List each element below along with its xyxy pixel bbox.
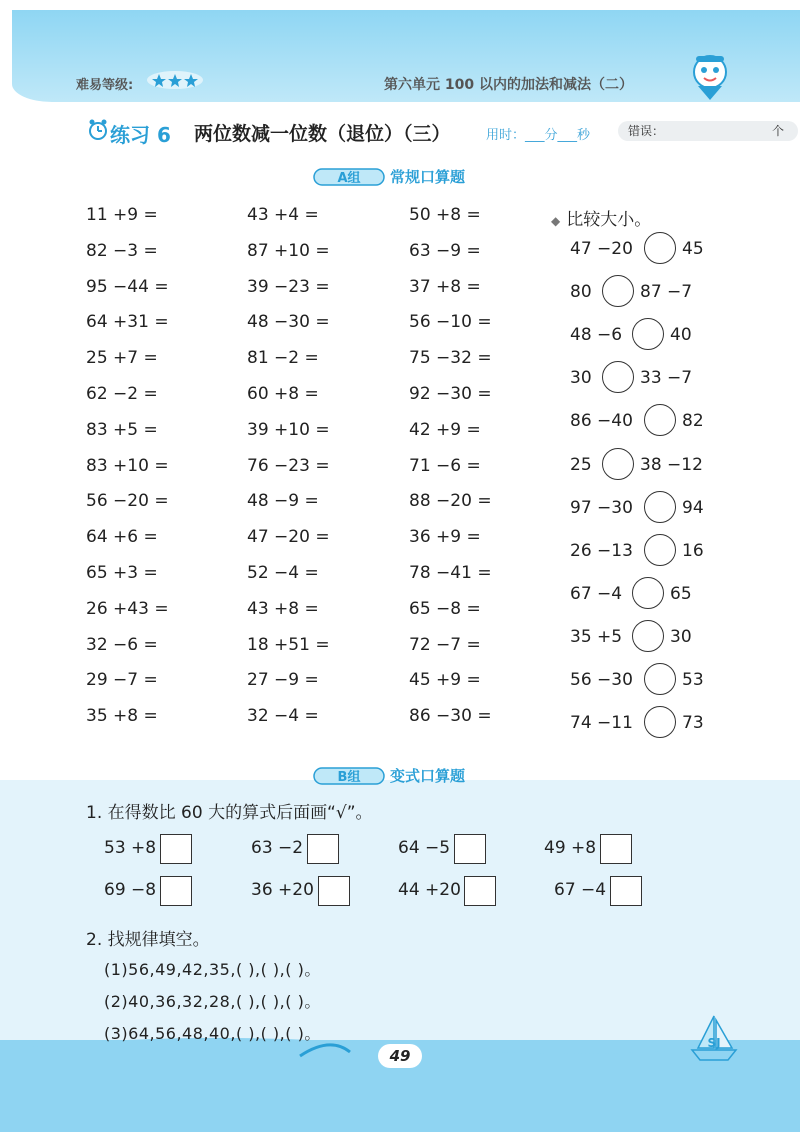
arithmetic-problem: 75 −32 = xyxy=(409,348,492,368)
compare-answer-circle[interactable] xyxy=(632,318,664,350)
group-a-badge-icon xyxy=(312,166,386,188)
question-1-title: 1. 在得数比 60 大的算式后面画“√”。 xyxy=(86,803,373,823)
compare-right-value: 33 −7 xyxy=(640,368,693,388)
compare-row xyxy=(570,275,740,311)
compare-title: ◆ 比较大小。 xyxy=(551,210,652,230)
arithmetic-problem: 56 −20 = xyxy=(86,491,169,511)
arithmetic-problem: 36 +9 = xyxy=(409,527,481,547)
error-unit: 个 xyxy=(771,124,784,138)
mascot-icon xyxy=(682,50,738,110)
arithmetic-problem: 95 −44 = xyxy=(86,277,169,297)
exercise-title: 两位数减一位数（退位）（三） xyxy=(194,123,451,145)
compare-left-value: 25 xyxy=(570,455,592,475)
expression: 44 +20 xyxy=(398,880,461,900)
arithmetic-problem: 11 +9 = xyxy=(86,205,158,225)
compare-answer-circle[interactable] xyxy=(644,534,676,566)
compare-answer-circle[interactable] xyxy=(644,706,676,738)
expression: 36 +20 xyxy=(251,880,314,900)
arithmetic-problem: 32 −6 = xyxy=(86,635,158,655)
group-a-title: 常规口算题 xyxy=(390,168,466,186)
compare-answer-circle[interactable] xyxy=(602,361,634,393)
compare-row xyxy=(570,232,740,268)
compare-row xyxy=(570,404,740,440)
arithmetic-problem: 26 +43 = xyxy=(86,599,169,619)
arithmetic-problem: 92 −30 = xyxy=(409,384,492,404)
arithmetic-problem: 72 −7 = xyxy=(409,635,481,655)
expression: 64 −5 xyxy=(398,838,451,858)
group-b-badge-icon xyxy=(312,765,386,787)
group-b-badge: B组 xyxy=(337,770,361,785)
arithmetic-problem: 63 −9 = xyxy=(409,241,481,261)
arithmetic-problem: 32 −4 = xyxy=(247,706,319,726)
time-used-label: 用时：___分___秒 xyxy=(486,128,591,143)
arithmetic-problem: 86 −30 = xyxy=(409,706,492,726)
compare-right-value: 40 xyxy=(670,325,692,345)
checkmark-answer-box[interactable] xyxy=(610,876,642,906)
arithmetic-problem: 60 +8 = xyxy=(247,384,319,404)
arithmetic-problem: 29 −7 = xyxy=(86,670,158,690)
compare-answer-circle[interactable] xyxy=(644,404,676,436)
sequence-3: (3)64,56,48,40,( ),( ),( )。 xyxy=(104,1024,321,1043)
compare-left-value: 26 −13 xyxy=(570,541,633,561)
compare-answer-circle[interactable] xyxy=(644,232,676,264)
arithmetic-problem: 64 +31 = xyxy=(86,312,169,332)
expression: 69 −8 xyxy=(104,880,157,900)
compare-left-value: 74 −11 xyxy=(570,713,633,733)
arithmetic-problem: 88 −20 = xyxy=(409,491,492,511)
arithmetic-problem: 39 +10 = xyxy=(247,420,330,440)
compare-row xyxy=(570,620,740,656)
checkmark-answer-box[interactable] xyxy=(454,834,486,864)
compare-right-value: 82 xyxy=(682,411,704,431)
alarm-clock-icon xyxy=(88,119,108,145)
compare-right-value: 16 xyxy=(682,541,704,561)
checkmark-answer-box[interactable] xyxy=(318,876,350,906)
compare-row xyxy=(570,577,740,613)
arithmetic-problem: 43 +8 = xyxy=(247,599,319,619)
group-b-banner xyxy=(312,765,512,787)
compare-row xyxy=(570,534,740,570)
checkmark-answer-box[interactable] xyxy=(600,834,632,864)
compare-right-value: 45 xyxy=(682,239,704,259)
arithmetic-problem: 39 −23 = xyxy=(247,277,330,297)
arithmetic-problem: 83 +10 = xyxy=(86,456,169,476)
arithmetic-problem: 81 −2 = xyxy=(247,348,319,368)
compare-left-value: 86 −40 xyxy=(570,411,633,431)
arithmetic-problem: 52 −4 = xyxy=(247,563,319,583)
arithmetic-problem: 43 +4 = xyxy=(247,205,319,225)
compare-right-value: 38 −12 xyxy=(640,455,703,475)
compare-row xyxy=(570,318,740,354)
arithmetic-problem: 45 +9 = xyxy=(409,670,481,690)
arithmetic-problem: 25 +7 = xyxy=(86,348,158,368)
question-2-title: 2. 找规律填空。 xyxy=(86,930,210,950)
arithmetic-problem: 71 −6 = xyxy=(409,456,481,476)
compare-left-value: 67 −4 xyxy=(570,584,623,604)
compare-row xyxy=(570,491,740,527)
compare-right-value: 30 xyxy=(670,627,692,647)
arithmetic-problem: 62 −2 = xyxy=(86,384,158,404)
arithmetic-problem: 37 +8 = xyxy=(409,277,481,297)
compare-left-value: 48 −6 xyxy=(570,325,623,345)
arithmetic-problem: 18 +51 = xyxy=(247,635,330,655)
group-a-banner xyxy=(312,166,512,188)
arithmetic-problem: 65 +3 = xyxy=(86,563,158,583)
arithmetic-problem: 64 +6 = xyxy=(86,527,158,547)
arithmetic-problem: 48 −9 = xyxy=(247,491,319,511)
compare-answer-circle[interactable] xyxy=(602,275,634,307)
arithmetic-problem: 48 −30 = xyxy=(247,312,330,332)
compare-left-value: 47 −20 xyxy=(570,239,633,259)
sequence-1: (1)56,49,42,35,( ),( ),( )。 xyxy=(104,960,321,979)
error-count-box xyxy=(618,121,798,141)
compare-right-value: 73 xyxy=(682,713,704,733)
compare-right-value: 87 −7 xyxy=(640,282,693,302)
arithmetic-problem: 82 −3 = xyxy=(86,241,158,261)
sequence-2: (2)40,36,32,28,( ),( ),( )。 xyxy=(104,992,321,1011)
arithmetic-problem: 35 +8 = xyxy=(86,706,158,726)
compare-answer-circle[interactable] xyxy=(644,491,676,523)
compare-answer-circle[interactable] xyxy=(632,577,664,609)
compare-right-value: 94 xyxy=(682,498,704,518)
exercise-label: 练习 6 xyxy=(110,123,171,147)
compare-answer-circle[interactable] xyxy=(602,448,634,480)
arithmetic-problem: 50 +8 = xyxy=(409,205,481,225)
compare-left-value: 56 −30 xyxy=(570,670,633,690)
page-number: 49 xyxy=(378,1044,422,1068)
checkmark-answer-box[interactable] xyxy=(160,876,192,906)
arithmetic-problem: 42 +9 = xyxy=(409,420,481,440)
difficulty-label: 难易等级: xyxy=(76,78,134,93)
compare-answer-circle[interactable] xyxy=(632,620,664,652)
compare-right-value: 65 xyxy=(670,584,692,604)
sailboat-logo-icon xyxy=(686,1014,742,1070)
compare-row xyxy=(570,448,740,484)
arithmetic-problem: 65 −8 = xyxy=(409,599,481,619)
unit-title: 第六单元 100 以内的加法和减法（二） xyxy=(384,77,633,93)
compare-left-value: 80 xyxy=(570,282,592,302)
compare-left-value: 97 −30 xyxy=(570,498,633,518)
arithmetic-problem: 78 −41 = xyxy=(409,563,492,583)
group-a-badge: A组 xyxy=(337,171,361,186)
arithmetic-problem: 87 +10 = xyxy=(247,241,330,261)
compare-row xyxy=(570,361,740,397)
checkmark-answer-box[interactable] xyxy=(464,876,496,906)
arithmetic-problem: 56 −10 = xyxy=(409,312,492,332)
checkmark-answer-box[interactable] xyxy=(307,834,339,864)
checkmark-answer-box[interactable] xyxy=(160,834,192,864)
arithmetic-problem: 47 −20 = xyxy=(247,527,330,547)
arithmetic-problem: 83 +5 = xyxy=(86,420,158,440)
expression: 53 +8 xyxy=(104,838,157,858)
error-label: 错误： xyxy=(628,124,665,138)
expression: 67 −4 xyxy=(554,880,607,900)
logo-text: SJ xyxy=(707,1036,721,1050)
compare-row xyxy=(570,663,740,699)
compare-left-value: 30 xyxy=(570,368,592,388)
compare-title-text: 比较大小。 xyxy=(566,210,652,230)
arithmetic-problem: 27 −9 = xyxy=(247,670,319,690)
arithmetic-problem: 76 −23 = xyxy=(247,456,330,476)
compare-row xyxy=(570,706,740,742)
difficulty-stars xyxy=(145,68,205,94)
compare-right-value: 53 xyxy=(682,670,704,690)
exercise-header xyxy=(88,117,784,147)
expression: 63 −2 xyxy=(251,838,304,858)
group-b-title: 变式口算题 xyxy=(390,767,466,785)
compare-answer-circle[interactable] xyxy=(644,663,676,695)
expression: 49 +8 xyxy=(544,838,597,858)
compare-left-value: 35 +5 xyxy=(570,627,623,647)
